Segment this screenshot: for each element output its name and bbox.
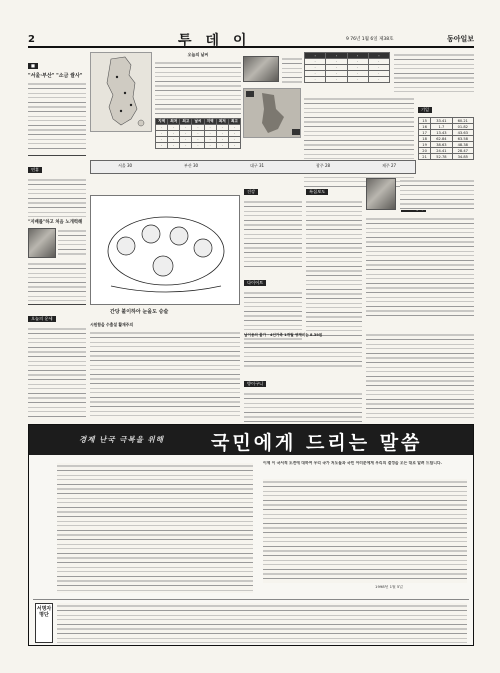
news-photo bbox=[243, 56, 279, 82]
weather-cell-label: 대구 31 bbox=[249, 163, 265, 168]
public-notice bbox=[28, 424, 474, 646]
notice-body-left bbox=[57, 463, 253, 593]
table-cell: 16 bbox=[419, 124, 431, 130]
body-text bbox=[304, 96, 414, 188]
body-text bbox=[366, 216, 474, 316]
korea-map-icon bbox=[91, 53, 152, 132]
table-header-cell: 최고 bbox=[228, 119, 240, 125]
table-cell: 20 bbox=[419, 148, 431, 154]
body-text bbox=[28, 326, 86, 418]
table-header-cell: 최저 bbox=[168, 119, 180, 125]
paper-name: 동아일보 bbox=[446, 35, 474, 43]
table-cell: 28.47 bbox=[452, 148, 473, 154]
left-column bbox=[28, 52, 86, 418]
left-headline-1: "서울·부산" "소금 쌀사" bbox=[28, 73, 83, 79]
signatory-names bbox=[57, 603, 467, 643]
table-cell: 63.58 bbox=[452, 136, 473, 142]
cartoon-caption: 간당 불이하아 눈을도 승술 bbox=[110, 309, 169, 315]
notice-title: 국민에게 드리는 말씀 bbox=[211, 432, 423, 454]
body-text bbox=[400, 178, 474, 210]
table-cell: 13.43 bbox=[431, 130, 452, 136]
weather-cell bbox=[163, 163, 219, 169]
notice-body-right bbox=[263, 479, 467, 583]
weather-cell bbox=[361, 163, 417, 169]
special-column bbox=[306, 178, 362, 328]
table-cell: 19 bbox=[419, 142, 431, 148]
price-heading: 날이용의 물가 · 4인가족 1개월 생계비는 8.39원 bbox=[244, 333, 323, 337]
weather-article bbox=[155, 52, 241, 156]
weather-strip bbox=[90, 160, 416, 174]
weather-cell-label: 부산 30 bbox=[183, 163, 199, 168]
left-box-label: ■ bbox=[28, 63, 38, 69]
table-cell: 34.85 bbox=[452, 154, 473, 160]
left-box-2: 오늘의 운세 bbox=[28, 316, 56, 322]
table-cell: 48.38 bbox=[452, 142, 473, 148]
price-article bbox=[244, 332, 362, 420]
body-text bbox=[28, 261, 86, 301]
table-header-cell: 지역 bbox=[204, 119, 216, 125]
body-text bbox=[282, 56, 302, 84]
body-text bbox=[28, 81, 86, 151]
lower-right-listing bbox=[366, 332, 474, 420]
table-cell: 1.7 bbox=[431, 124, 452, 130]
body-text bbox=[244, 340, 362, 370]
portrait-photo bbox=[28, 228, 56, 258]
notice-subtitle: 경제 난국 극복을 위해 bbox=[79, 435, 165, 444]
misc-heading: 방이구니 bbox=[244, 381, 266, 387]
weather-cell bbox=[295, 163, 351, 169]
notice-date: 1998년 1월 5일 bbox=[375, 585, 403, 589]
issue-date: 9 76년 1월 6일 제38호 bbox=[346, 37, 394, 42]
weather-map bbox=[90, 52, 152, 132]
notice-header bbox=[29, 425, 473, 455]
weather-cell-label: 광주 28 bbox=[315, 163, 331, 168]
signatories-label: 서명자 명단 bbox=[35, 603, 53, 643]
body-text bbox=[90, 330, 240, 418]
weather-cell bbox=[97, 163, 153, 169]
right-mid-column bbox=[366, 178, 474, 328]
table-header-cell: 최저 bbox=[216, 119, 228, 125]
table-cell: 21 bbox=[419, 154, 431, 160]
table-cell: 43.63 bbox=[452, 130, 473, 136]
table-cell: 52.78 bbox=[431, 154, 452, 160]
temperature-table-block bbox=[418, 96, 474, 188]
left-box-1: 연휴 bbox=[28, 167, 42, 173]
cartoon-illustration bbox=[90, 195, 240, 305]
body-text bbox=[58, 228, 86, 258]
body-text bbox=[244, 199, 302, 269]
section-title: 투데이 bbox=[178, 33, 261, 49]
news-photo bbox=[366, 178, 396, 210]
body-text bbox=[155, 60, 241, 116]
lower-subhead: 시원함을 수출설 활재주의 bbox=[90, 322, 133, 327]
body-text bbox=[306, 199, 362, 339]
weather-cell-label: 서울 30 bbox=[117, 163, 133, 168]
weather-box-title: 오늘의 날씨 bbox=[187, 52, 209, 57]
weather-cell bbox=[229, 163, 285, 169]
right-top-table-block bbox=[304, 52, 390, 90]
table-cell: 15 bbox=[419, 118, 431, 124]
masthead bbox=[28, 30, 474, 48]
table-header-cell: 최고 bbox=[180, 119, 192, 125]
weather-cell-label: 제주 27 bbox=[381, 163, 397, 168]
cartoon-people-icon bbox=[91, 196, 240, 305]
table-cell: 24.41 bbox=[431, 148, 452, 154]
lower-center-article bbox=[90, 322, 240, 420]
body-text bbox=[366, 332, 474, 418]
satellite-image-icon bbox=[244, 89, 301, 138]
table-cell: 33.41 bbox=[431, 118, 452, 124]
table-cell: 38.63 bbox=[431, 142, 452, 148]
weather-table: 지역 최저 최고 날씨 지역 최저 최고 · · · · · · · · · · · · · · · · · · · · · · · · · · · · bbox=[155, 118, 241, 149]
health-column bbox=[244, 178, 302, 328]
temperature-table-title: 기일 bbox=[418, 107, 432, 113]
page-number: 2 bbox=[28, 34, 35, 45]
table-cell: 17 bbox=[419, 130, 431, 136]
table-cell: 60.21 bbox=[452, 118, 473, 124]
table-header-cell: 지역 bbox=[156, 119, 168, 125]
table-cell: 18 bbox=[419, 136, 431, 142]
satellite-map bbox=[243, 88, 301, 138]
notice-intro: 이제 이 국서적 도전에 대하여 우리 국가 저도들과 국민 어러분에게 우리의 결정을 오는 대로 알려 드립니다. bbox=[263, 461, 442, 465]
body-text bbox=[394, 52, 474, 92]
health-heading: 건강 bbox=[244, 189, 258, 195]
left-headline-2: "지배를"하고 처음 노개력해 bbox=[28, 220, 83, 225]
table-header-cell: 날씨 bbox=[192, 119, 204, 125]
temperature-table bbox=[418, 117, 474, 160]
table-cell: 62.84 bbox=[431, 136, 452, 142]
body-text bbox=[28, 177, 86, 217]
schedule-table: · · · · · · · · · · · · · · · · · · · · bbox=[304, 52, 390, 83]
diet-heading: 다이어트 bbox=[244, 280, 266, 286]
table-cell: 01.82 bbox=[452, 124, 473, 130]
special-heading: 특집보도 bbox=[306, 189, 328, 195]
